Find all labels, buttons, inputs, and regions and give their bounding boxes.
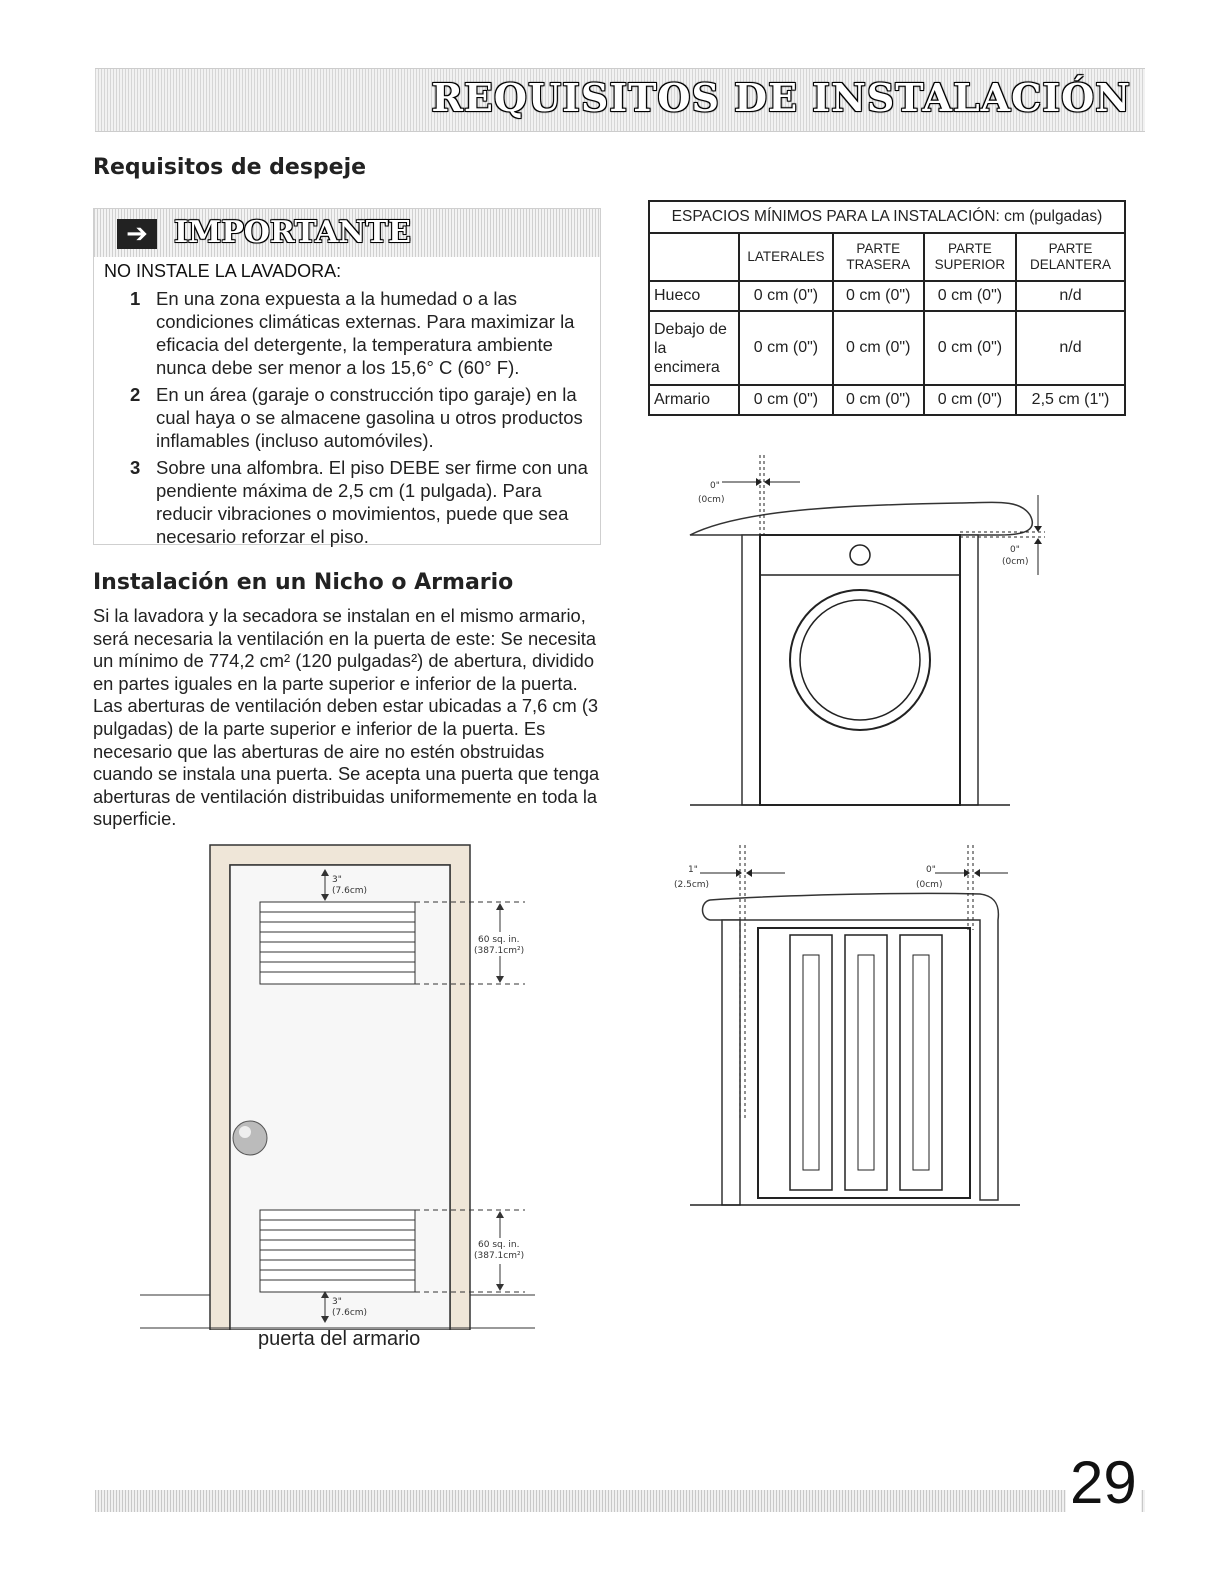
closet-body-text: Si la lavadora y la secadora se instalan en el mismo armario, será necesaria la ventilación en la puerta de este: Se necesita un mínimo de 774,2 cm² (120 pulgadas²) de abertura, dividido en partes iguales en la parte superior e inferior de la puerta. Las aberturas de ventilación deben estar ubicadas a 7,6 cm (3 pulgadas) de la parte superior e inferior de la puerta. Es necesario que las aberturas de aire no estén obstruidas cuando se instala una puerta. Se acepta una puerta que tenga aberturas de ventilación distribuidas uniformemente en toda la superficie. (93, 605, 600, 830)
table-cell: 0 cm (0") (739, 385, 833, 415)
table-cell: 0 cm (0") (739, 281, 833, 311)
cabinet-wall (722, 920, 740, 1205)
washer-front-diagram (660, 440, 1060, 820)
dimension-label: (7.6cm) (332, 1308, 368, 1318)
list-item-text: En una zona expuesta a la humedad o a las condiciones climáticas externas. Para maximizar la eficacia del detergente, la temperatura ambiente nunca debe ser menor a los 15,6° C (60° F). (156, 288, 575, 378)
table-cell: n/d (1016, 311, 1125, 385)
dimension-label: (2.5cm) (674, 880, 710, 890)
table-cell: 0 cm (0") (833, 311, 924, 385)
dimension-label: (0cm) (916, 880, 943, 890)
control-knob (850, 545, 870, 565)
important-label: IMPORTANTE (174, 215, 411, 250)
table-row (649, 311, 1125, 385)
table-row-label: Armario (649, 385, 739, 415)
list-item-text: Sobre una alfombra. El piso DEBE ser firme con una pendiente máxima de 2,5 cm (1 pulgada). Para reducir vibraciones o movimientos, puede que sea necesario reforzar el piso. (156, 457, 588, 547)
dimension-label: 0" (1010, 545, 1020, 555)
cabinet-side-wall (742, 535, 760, 805)
list-item-number: 3 (130, 457, 141, 478)
dimension-label: 0" (710, 481, 720, 491)
top-vent (260, 902, 415, 984)
table-cell: 0 cm (0") (924, 311, 1016, 385)
dimension-label: 60 sq. in. (478, 935, 520, 945)
list-item-number: 2 (130, 384, 141, 405)
table-row (649, 385, 1125, 415)
header-banner (95, 68, 1145, 132)
table-cell: 0 cm (0") (833, 281, 924, 311)
table-cell: 0 cm (0") (924, 281, 1016, 311)
list-item (94, 287, 594, 379)
table-header (649, 233, 739, 281)
important-lead: NO INSTALE LA LAVADORA: (104, 261, 342, 281)
section-heading-clearance: Requisitos de despeje (93, 155, 367, 180)
dimension-label: 1" (688, 865, 698, 875)
table-header: PARTE SUPERIOR (924, 233, 1016, 281)
important-notice (93, 208, 601, 545)
table-row (649, 281, 1125, 311)
table-cell: 0 cm (0") (739, 311, 833, 385)
dimension-label: 0" (926, 865, 936, 875)
list-item (94, 383, 594, 452)
countertop (690, 502, 1032, 535)
dimension-label: 60 sq. in. (478, 1240, 520, 1250)
table-cell: 0 cm (0") (924, 385, 1016, 415)
important-header (94, 209, 600, 257)
table-cell: n/d (1016, 281, 1125, 311)
footer-bar (95, 1490, 1145, 1512)
page-number: 29 (1066, 1448, 1141, 1518)
cabinet-side-wall (960, 535, 978, 805)
list-item-number: 1 (130, 288, 141, 309)
door-knob (233, 1121, 267, 1155)
dimension-label: (387.1cm²) (474, 946, 525, 956)
list-item-text: En un área (garaje o construcción tipo garaje) en la cual haya o se almacene gasolina u otros productos inflamables (incluso automóviles). (156, 384, 583, 451)
table-row-label: Hueco (649, 281, 739, 311)
dimension-label: (0cm) (698, 495, 725, 505)
closet-door-diagram (140, 840, 540, 1330)
important-list (94, 287, 594, 552)
page-title: REQUISITOS DE INSTALACIÓN (431, 75, 1131, 120)
dimension-label: 3" (332, 1297, 342, 1307)
list-item (94, 456, 594, 548)
table-header: PARTE TRASERA (833, 233, 924, 281)
table-cell: 2,5 cm (1") (1016, 385, 1125, 415)
arrow-right-icon: ➔ (117, 219, 157, 249)
clearance-table (648, 200, 1126, 416)
dimension-label: (387.1cm²) (474, 1251, 525, 1261)
door-caption: puerta del armario (258, 1328, 421, 1350)
table-header: PARTE DELANTERA (1016, 233, 1125, 281)
table-cell: 0 cm (0") (833, 385, 924, 415)
table-row-label: Debajo de la encimera (649, 311, 739, 385)
dimension-label: (7.6cm) (332, 886, 368, 896)
table-header: LATERALES (739, 233, 833, 281)
washer-side-diagram (660, 840, 1040, 1220)
dimension-label: (0cm) (1002, 557, 1029, 567)
section-heading-closet: Instalación en un Nicho o Armario (93, 570, 514, 595)
table-caption: ESPACIOS MÍNIMOS PARA LA INSTALACIÓN: cm (pulgadas) (649, 201, 1125, 233)
bottom-vent (260, 1210, 415, 1292)
dimension-label: 3" (332, 875, 342, 885)
